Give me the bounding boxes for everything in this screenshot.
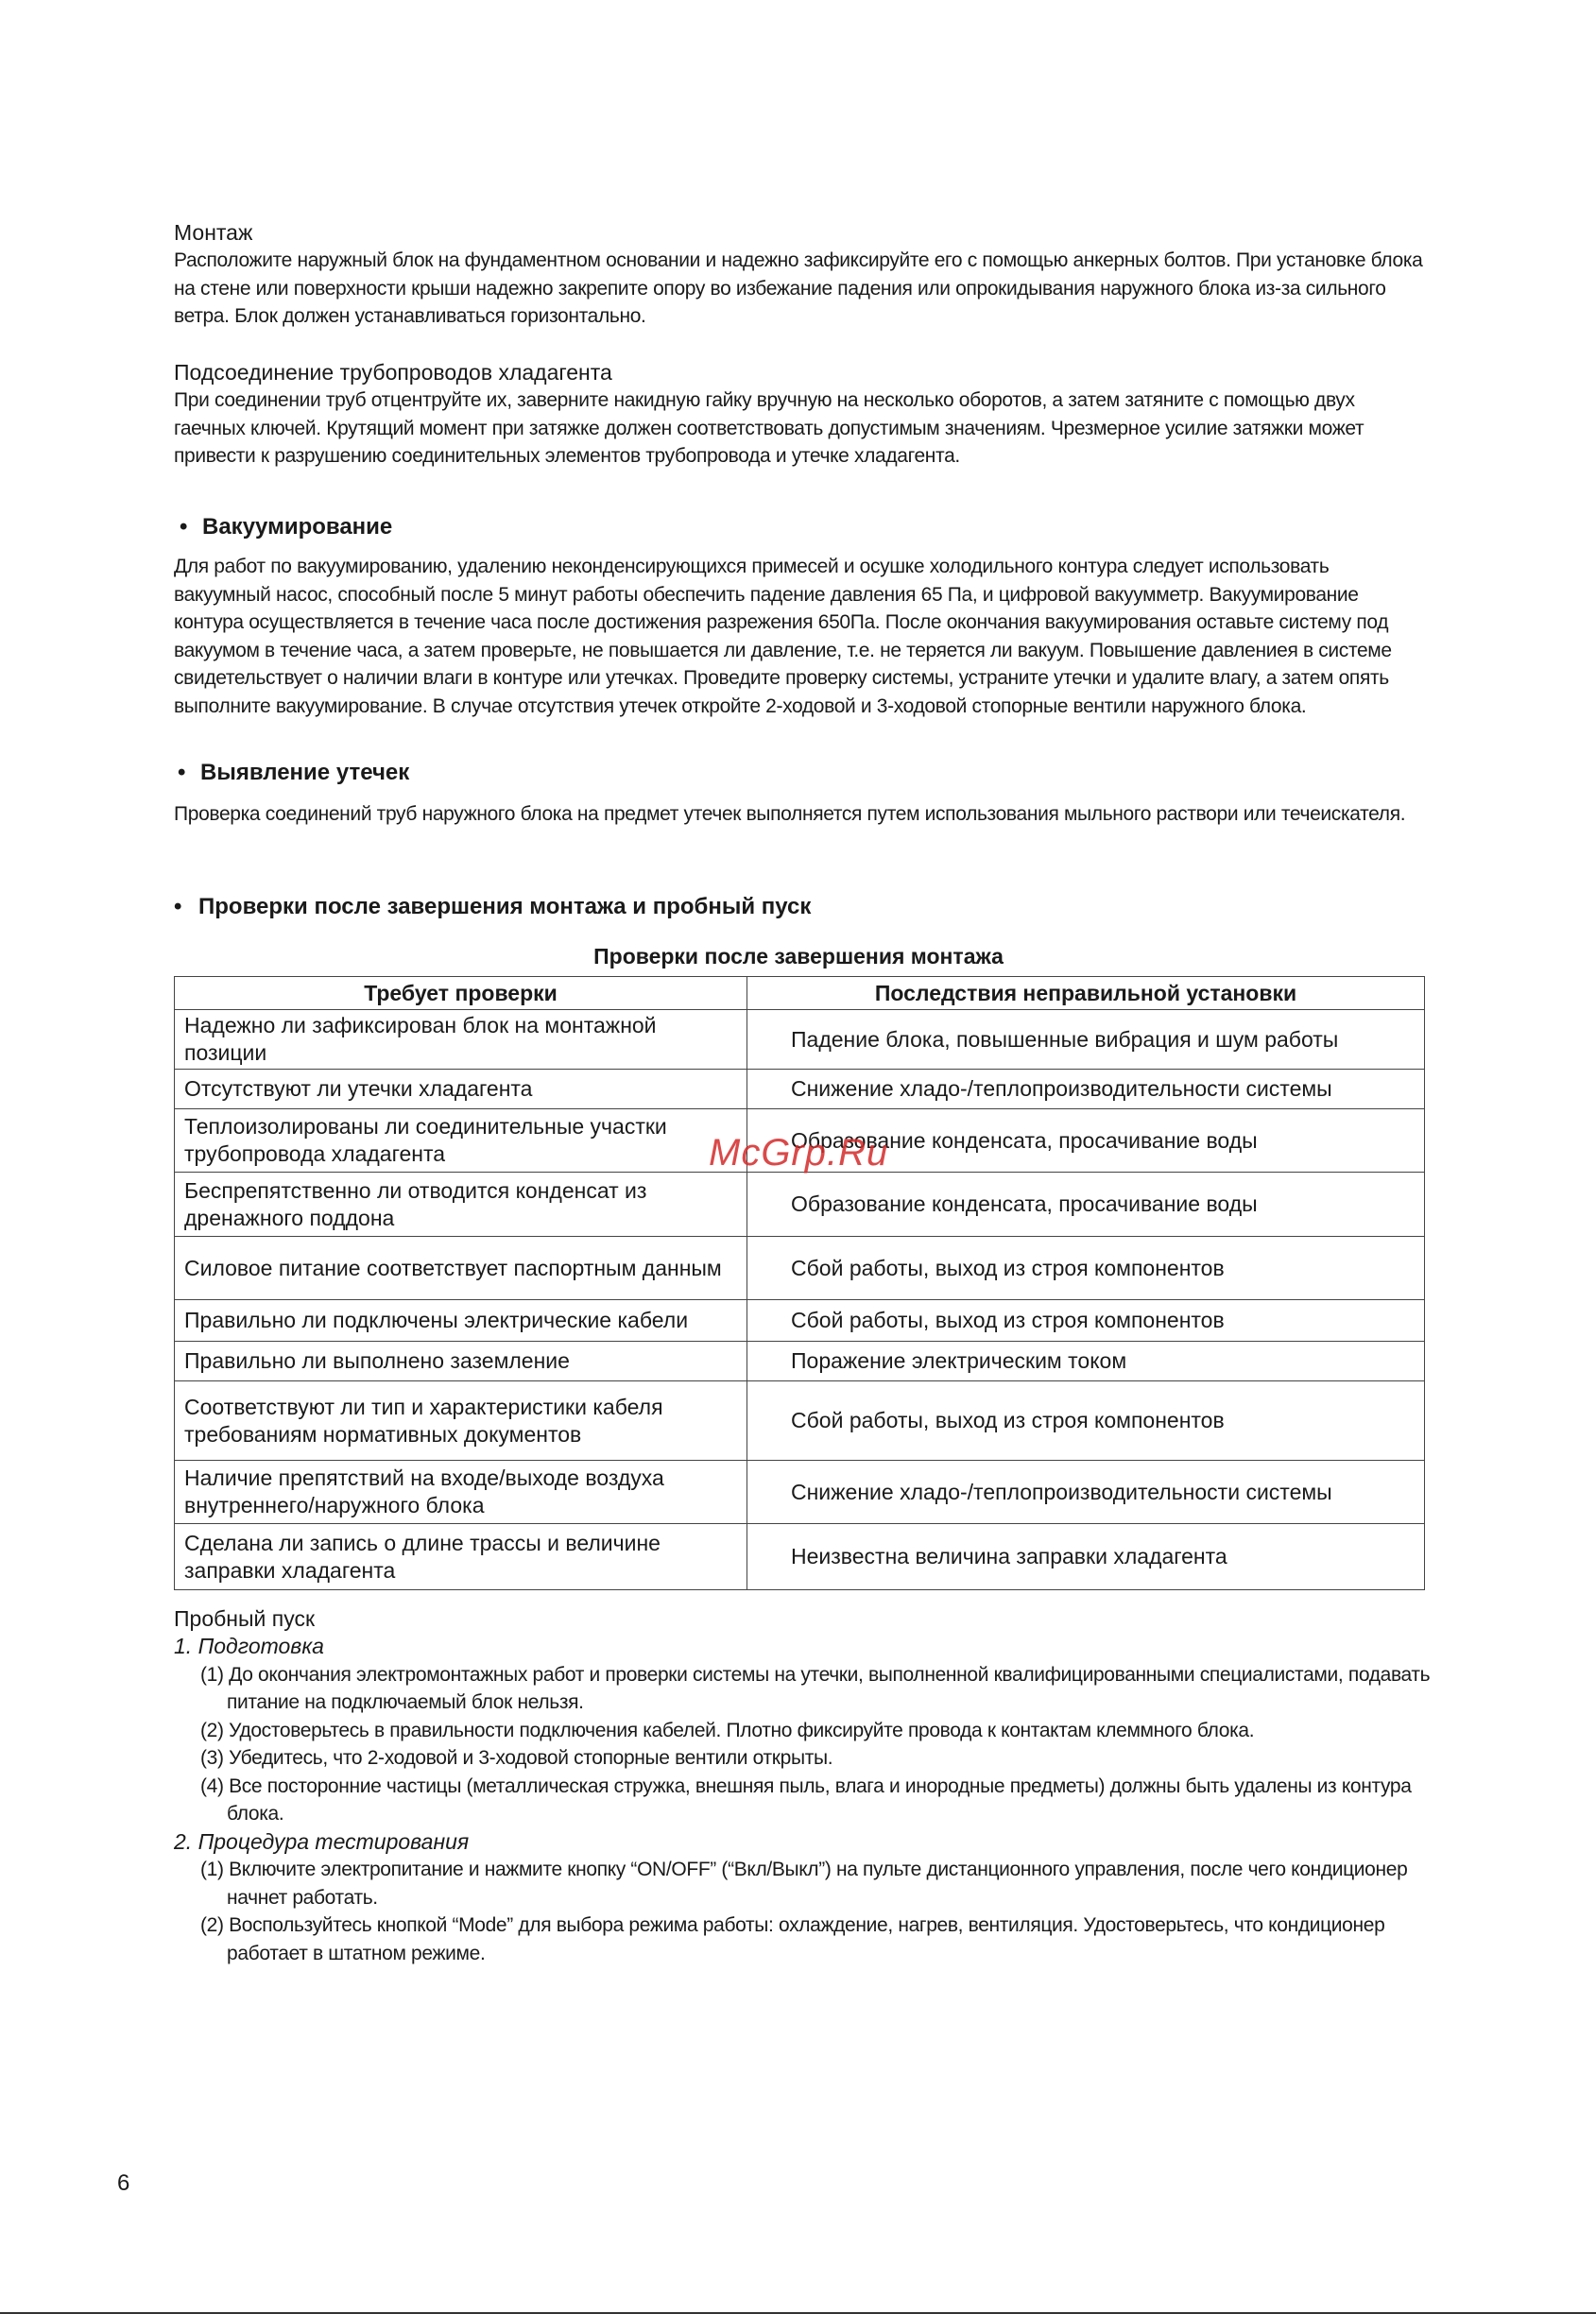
leaks-heading [174,759,1426,787]
consequence-cell: Сбой работы, выход из строя компонентов [747,1237,1425,1300]
consequence-cell: Образование конденсата, просачивание воды [747,1109,1425,1173]
consequence-cell: Падение блока, повышенные вибрация и шум работы [747,1010,1425,1070]
prep-heading: 1. Подготовка [174,1634,324,1658]
table-row [175,1342,1425,1381]
section-montage [174,218,1426,331]
consequence-cell: Сбой работы, выход из строя компонентов [747,1300,1425,1342]
leaks-text: Проверка соединений труб наружного блока на предмет утечек выполняется путем использования мыльного раствори или течеискателя. [174,803,1406,825]
section-vacuum [174,513,1426,720]
table-row [175,1461,1425,1524]
section-trial [174,1604,1431,1967]
procedure-item: (2) Воспользуйтесь кнопкой “Mode” для выбора режима работы: охлаждение, нагрев, вентиляция. Удостоверьтесь, что кондиционер работает в штатном режиме. [200,1914,1385,1964]
check-cell: Беспрепятственно ли отводится конденсат из дренажного поддона [175,1173,747,1237]
section-checks [174,893,1426,921]
prep-item: (1) До окончания электромонтажных работ и проверки системы на утечки, выполненной квалифицированными специалистами, подавать питание на подключаемый блок нельзя. [200,1663,1431,1713]
leaks-heading-text: Выявление утечек [200,760,410,785]
section-piping [174,358,1426,471]
procedure-item: (1) Включите электропитание и нажмите кнопку “ON/OFF” (“Вкл/Выкл”) на пульте дистанционного управления, после чего кондиционер начнет работать. [200,1859,1408,1909]
bullet-icon: • [180,514,188,540]
check-cell: Теплоизолированы ли соединительные участки трубопровода хладагента [175,1109,747,1173]
consequence-cell: Сбой работы, выход из строя компонентов [747,1381,1425,1461]
procedure-heading: 2. Процедура тестирования [174,1828,470,1854]
check-cell: Соответствуют ли тип и характеристики кабеля требованиям нормативных документов [175,1381,747,1461]
table-caption: Проверки после завершения монтажа [593,944,1004,968]
montage-heading: Монтаж [174,220,253,245]
check-cell: Правильно ли подключены электрические кабели [175,1300,747,1342]
check-cell: Правильно ли выполнено заземление [175,1342,747,1381]
checks-table [174,976,1425,1590]
bullet-icon: • [174,894,182,919]
consequence-cell: Неизвестна величина заправки хладагента [747,1524,1425,1590]
watermark-logo: McGrp.Ru [709,1132,889,1174]
table-row [175,1010,1425,1070]
table-row [175,1524,1425,1590]
table-row [175,1237,1425,1300]
vacuum-heading [174,513,1426,541]
trial-heading: Пробный пуск [174,1606,316,1631]
section-leaks [174,759,1426,829]
consequence-cell: Поражение электрическим током [747,1342,1425,1381]
table-row [175,1070,1425,1109]
page-number: 6 [117,2170,130,2196]
bullet-icon: • [178,760,186,785]
prep-item: (2) Удостоверьтесь в правильности подключения кабелей. Плотно фиксируйте провода к контактам клеммного блока. [200,1719,1255,1741]
check-cell: Наличие препятствий на входе/выходе воздуха внутреннего/наружного блока [175,1461,747,1524]
checks-heading-text: Проверки после завершения монтажа и пробный пуск [198,894,812,919]
header-check: Требует проверки [175,977,747,1010]
table-row [175,1300,1425,1342]
table-row [175,1173,1425,1237]
prep-item: (3) Убедитесь, что 2-ходовой и 3-ходовой стопорные вентили открыты. [200,1747,833,1769]
piping-text: При соединении труб отцентруйте их, заверните накидную гайку вручную на несколько оборотов, а затем затяните с помощью двух гаечных ключей. Крутящий момент при затяжке должен соответствовать допустимым значениям. Чрезмерное усилие затяжки может привести к разрушению соединительных элементов трубопровода и утечке хладагента. [174,389,1364,467]
table-row [175,1381,1425,1461]
table-header-row [175,977,1425,1010]
header-consequence: Последствия неправильной установки [747,977,1425,1010]
check-cell: Отсутствуют ли утечки хладагента [175,1070,747,1109]
check-cell: Силовое питание соответствует паспортным данным [175,1237,747,1300]
consequence-cell: Снижение хладо-/теплопроизводительности системы [747,1070,1425,1109]
consequence-cell: Образование конденсата, просачивание воды [747,1173,1425,1237]
vacuum-text: Для работ по вакуумированию, удалению неконденсирующихся примесей и осушке холодильного контура следует использовать вакуумный насос, способный после 5 минут работы обеспечить падение давления 65 Па, и цифровой вакуумметр. Вакуумирование контура осуществляется в течение часа после достижения разрежения 650Па. После окончания вакуумирования оставьте систему под вакуумом в течение часа, а затем проверьте, не повышается ли давление, т.е. не теряется ли вакуум. Повышение давлениея в системе свидетельствует о наличии влаги в контуре или утечках. Проведите проверку системы, устраните утечки и удалите влагу, а затем опять выполните вакуумирование. В случае отсутствия утечек откройте 2-ходовой и 3-ходовой стопорные вентили наружного блока. [174,556,1392,717]
checks-heading [174,893,1426,921]
prep-item: (4) Все посторонние частицы (металлическая стружка, внешняя пыль, влага и инородные предметы) должны быть удалены из контура блока. [200,1774,1412,1825]
check-cell: Сделана ли запись о длине трассы и величине заправки хладагента [175,1524,747,1590]
montage-text: Расположите наружный блок на фундаментном основании и надежно зафиксируйте его с помощью анкерных болтов. При установке блока на стене или поверхности крыши надежно закрепите опору во избежание падения или опрокидывания наружного блока из-за сильного ветра. Блок должен устанавливаться горизонтально. [174,249,1423,327]
consequence-cell: Снижение хладо-/теплопроизводительности системы [747,1461,1425,1524]
vacuum-heading-text: Вакуумирование [202,514,393,540]
check-cell: Надежно ли зафиксирован блок на монтажной позиции [175,1010,747,1070]
piping-heading: Подсоединение трубопроводов хладагента [174,360,612,385]
